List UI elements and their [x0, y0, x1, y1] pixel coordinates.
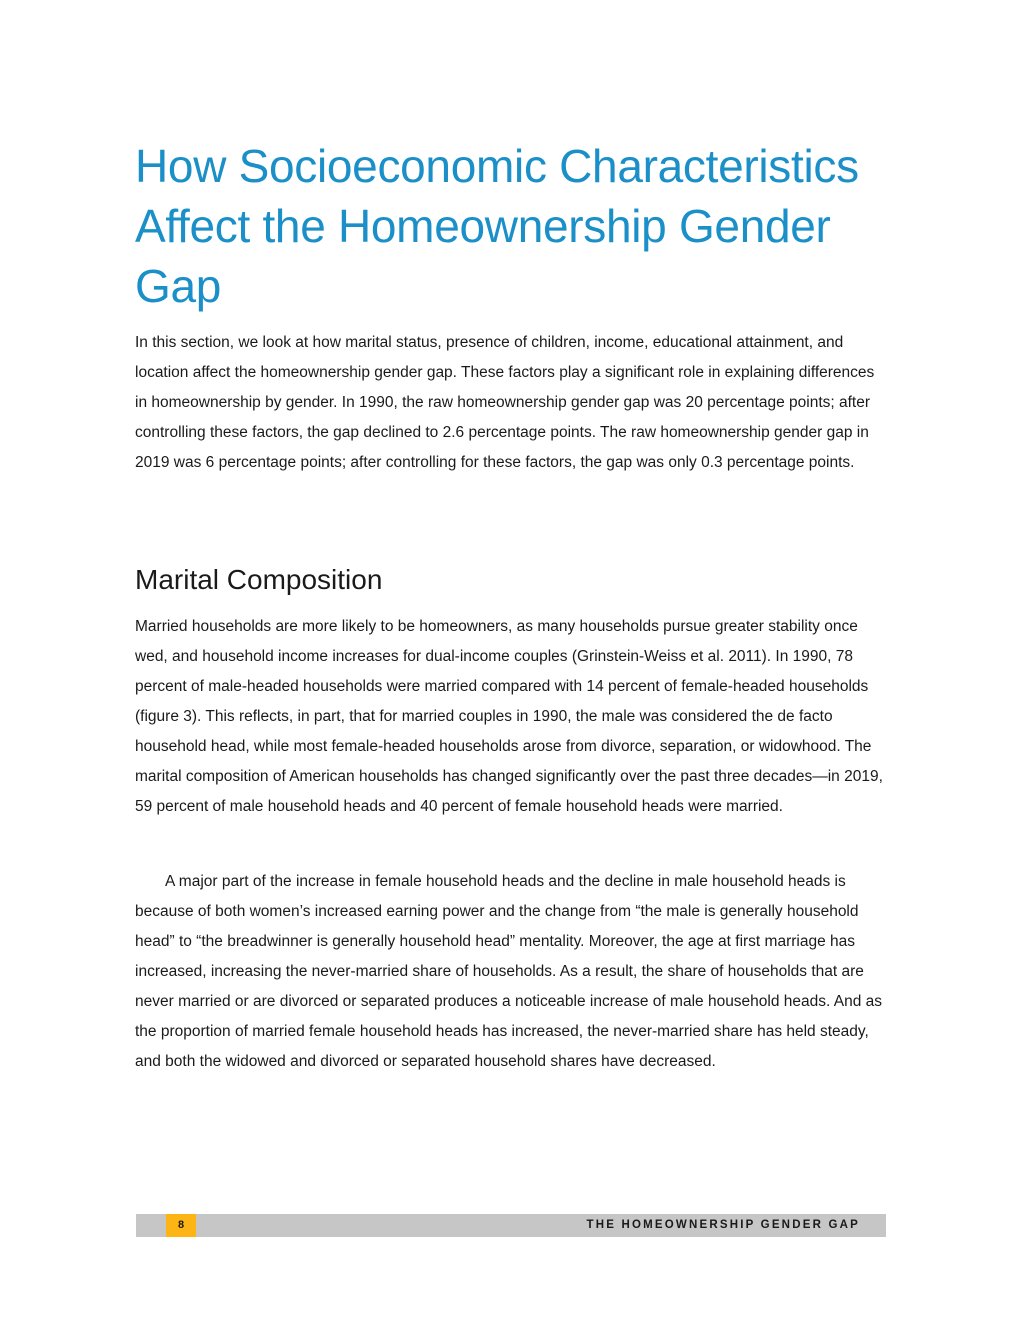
intro-paragraph: In this section, we look at how marital status, presence of children, income, educational attainment, and location affect the homeownership gender gap. These factors play a significant role in explaining differences in homeownership by gender. In 1990, the raw homeownership gender gap was 20 percentage points; after controlling these factors, the gap declined to 2.6 percentage points. The raw homeownership gender gap in 2019 was 6 percentage points; after controlling for these factors, the gap was only 0.3 percentage points.	[135, 334, 875, 471]
body-paragraph: Married households are more likely to be homeowners, as many households pursue greater stability once wed, and household income increases for dual-income couples (Grinstein-Weiss et al. 2011). In 1990, 78 percent of male-headed households were married compared with 14 percent of female-headed households (figure 3). This reflects, in part, that for married couples in 1990, the male was considered the de facto household head, while most female-headed households arose from divorce, separation, or widowhood. The marital composition of American households has changed significantly over the past three decades—in 2019, 59 percent of male household heads and 40 percent of female household heads were married.	[135, 618, 883, 815]
page-footer	[136, 1214, 886, 1237]
page-number: 8	[166, 1214, 196, 1237]
section-heading: Marital Composition	[135, 564, 383, 595]
footer-report-title: THE HOMEOWNERSHIP GENDER GAP	[586, 1219, 860, 1231]
body-paragraph: A major part of the increase in female household heads and the decline in male household heads is because of both women’s increased earning power and the change from “the male is generally household head” to “the breadwinner is generally household head” mentality. Moreover, the age at first marriage has increased, increasing the never-married share of households. As a result, the share of households that are never married or are divorced or separated produces a noticeable increase of male household heads. And as the proportion of married female household heads has increased, the never-married share has held steady, and both the widowed and divorced or separated household shares have decreased.	[135, 873, 883, 1070]
page-title: How Socioeconomic Characteristics Affect the Homeownership Gender Gap	[135, 140, 859, 312]
